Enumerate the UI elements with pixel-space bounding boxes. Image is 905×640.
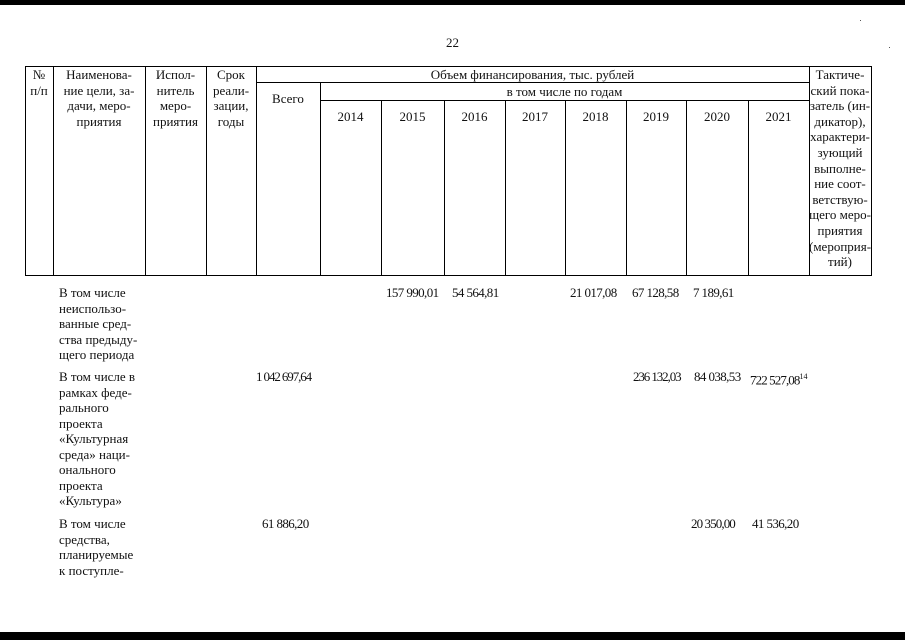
footnote-marker: 14 bbox=[799, 372, 808, 381]
row2-2019-value: 236 132,03 bbox=[633, 369, 681, 384]
header-col-term: Срок реали- зации, годы bbox=[212, 67, 250, 129]
header-bottom-border bbox=[25, 275, 872, 276]
scan-speck bbox=[889, 47, 890, 48]
row3-2021-value: 41 536,20 bbox=[752, 516, 799, 531]
row3-total-value: 61 886,20 bbox=[262, 516, 309, 531]
border-2014 bbox=[381, 100, 382, 276]
header-col-indicator: Тактиче- ский пока- затель (ин- дикатор), характери- зующий выполне- ние соот- ветствую- щего меро- приятия (мероприя- тий) bbox=[809, 67, 872, 270]
header-col-executor: Испол- нитель меро- приятия bbox=[152, 67, 198, 129]
row1-2019-value: 67 128,58 bbox=[632, 285, 679, 300]
row-label-unused-funds: В том числе неиспользо- ванные сред- ства предыду- щего периода bbox=[59, 285, 138, 362]
row1-2020-value: 7 189,61 bbox=[693, 285, 734, 300]
border-right bbox=[871, 66, 872, 276]
page-number: 22 bbox=[446, 35, 459, 50]
header-by-years: в том числе по годам bbox=[506, 84, 623, 99]
row3-2020-value: 20 350,00 bbox=[691, 516, 735, 531]
row1-2016-value: 54 564,81 bbox=[452, 285, 499, 300]
header-year-2014: 2014 bbox=[337, 109, 364, 124]
header-year-2019: 2019 bbox=[643, 109, 669, 124]
row2-total-value: 1 042 697,64 bbox=[256, 369, 312, 384]
header-year-2017: 2017 bbox=[522, 109, 548, 124]
header-year-2016: 2016 bbox=[461, 109, 488, 124]
row-label-federal-project: В том числе в рамках феде- рального проекта «Культурная среда» наци- онального проекта «Культура» bbox=[59, 369, 136, 508]
row1-2015-value: 157 990,01 bbox=[386, 285, 439, 300]
header-funding-title: Объем финансирования, тыс. рублей bbox=[430, 67, 635, 82]
header-total: Всего bbox=[272, 91, 304, 106]
top-rule bbox=[0, 0, 905, 5]
border-2018 bbox=[626, 100, 627, 276]
header-year-2018: 2018 bbox=[582, 109, 609, 124]
border-2016 bbox=[505, 100, 506, 276]
header-col-name: Наименова- ние цели, за- дачи, меро- приятия bbox=[63, 67, 135, 129]
border-2020 bbox=[748, 100, 749, 276]
row2-2020-value: 84 038,53 bbox=[694, 369, 741, 384]
header-year-2021: 2021 bbox=[765, 109, 792, 124]
border-2017 bbox=[565, 100, 566, 276]
header-year-2020: 2020 bbox=[704, 109, 730, 124]
row1-2018-value: 21 017,08 bbox=[570, 285, 617, 300]
border-2019 bbox=[686, 100, 687, 276]
row-label-planned-receipts: В том числе средства, планируемые к поступле- bbox=[59, 516, 134, 578]
table-header bbox=[25, 66, 872, 276]
border-2015 bbox=[444, 100, 445, 276]
scan-speck bbox=[860, 20, 861, 21]
header-col-number: № п/п bbox=[30, 67, 48, 98]
bottom-rule bbox=[0, 632, 905, 640]
row2-2021-value: 722 527,08$^{14}$ bbox=[750, 372, 808, 388]
header-year-2015: 2015 bbox=[399, 109, 426, 124]
